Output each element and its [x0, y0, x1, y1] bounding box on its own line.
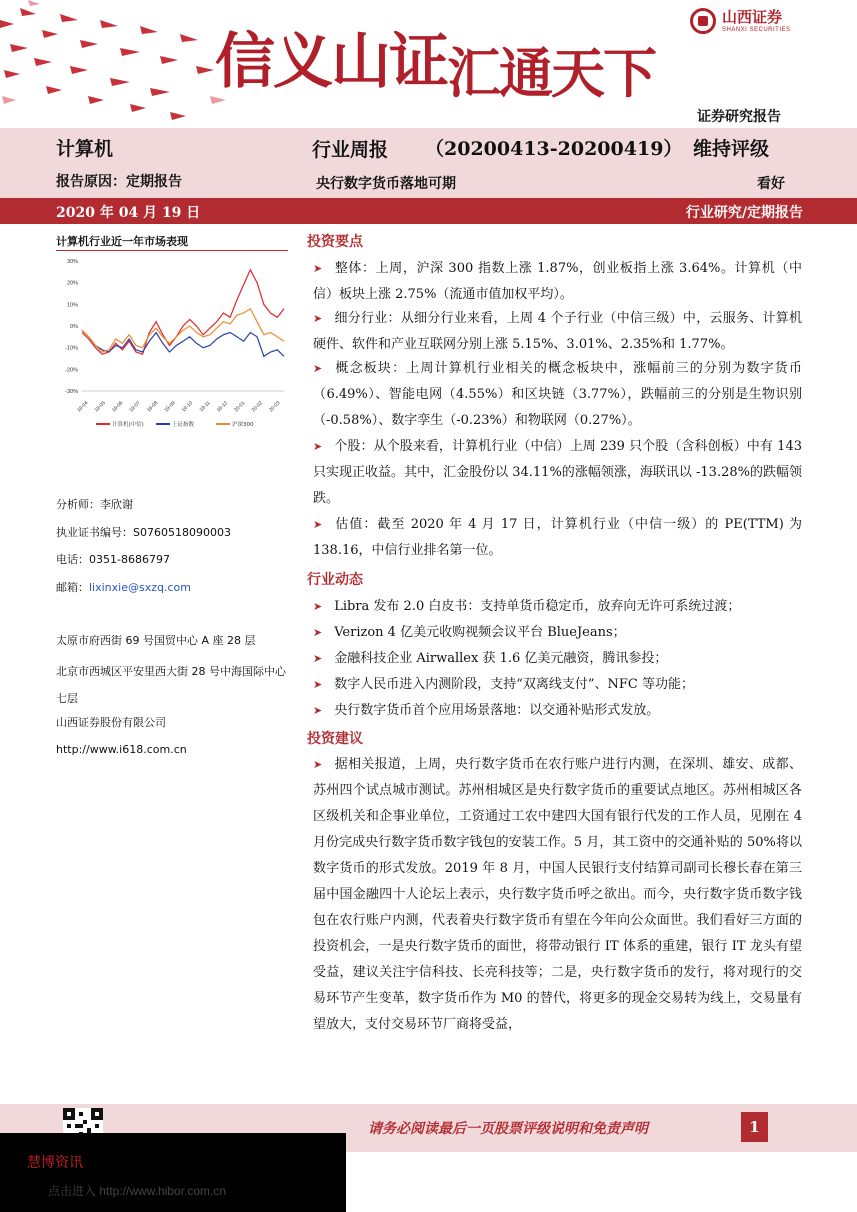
x-tick-label: 20-03	[268, 400, 282, 414]
arrow-icon: ➤	[313, 704, 323, 717]
y-tick-label: 0%	[70, 324, 78, 330]
company-logo	[690, 8, 791, 34]
industry-name: 计算机	[56, 138, 114, 160]
key-point-valuation: ➤ 估值：截至 2020 年 4 月 17 日，计算机行业（中信一级）的 PE(TTM) 为 138.16，中信行业排名第一位。	[313, 512, 802, 564]
series-line	[82, 309, 284, 352]
market-performance-chart	[56, 250, 288, 430]
report-date: 2020 年 04 月 19 日	[56, 205, 201, 221]
legend-label: 上证指数	[172, 422, 195, 428]
watermark-box	[0, 1133, 346, 1212]
logo-cn: 山西证券	[722, 7, 783, 26]
arrow-icon: ➤	[313, 518, 323, 531]
watermark-title[interactable]: 慧博资讯	[27, 1155, 83, 1171]
key-point-stocks: ➤ 个股：从个股来看，计算机行业（中信）上周 239 只个股（含科创板）中有 143 只实现正收益。其中，汇金股份以 34.11%的涨幅领涨，海联讯以 -13.28%的跌幅领跌。	[313, 434, 802, 512]
y-tick-label: 30%	[66, 259, 78, 265]
investment-advice: ➤ 据相关报道，上周，央行数字货币在农行账户进行内测，在深圳、雄安、成都、苏州四个试点城市测试。苏州相城区是央行数字货币的重要试点地区。苏州相城区各区级机关和企事业单位，工资通过工农中建四大国有银行代发的工作人员，见刚在 4 月份完成央行数字货币数字钱包的安装工作。5 月，其工资中的交通补贴的 50%将以数字货币的形式发放。2019 年 8 月，中国人民银行支付结算司副司长穆长春在第三届中国金融四十人论坛上表示，央行数字货币呼之欲出。而今，央行数字货币数字钱包在农行账户内测，代表着央行数字货币有望在今年向公众面世。我们看好三方面的投资机会，一是央行数字货币的面世，将带动银行 IT 体系的重建，银行 IT 龙头有望受益，建议关注宇信科技、长亮科技等；二是，央行数字货币的发行，将对现行的交易环节产生变革，数字货币作为 M0 的替代，将更多的现金交易转为线上，交易量有望放大，支付交易环节厂商将受益，	[313, 752, 802, 1038]
email-label: 邮箱：	[56, 581, 89, 594]
arrow-icon: ➤	[313, 652, 323, 665]
x-tick-label: 19-06	[111, 400, 125, 414]
key-point-overall: ➤ 整体：上周，沪深 300 指数上涨 1.87%，创业板指上涨 3.64%。计算机（中信）板块上涨 2.75%（流通市值加权平均）。	[313, 256, 802, 308]
legend-label: 计算机(中信)	[112, 422, 144, 428]
arrow-icon: ➤	[313, 600, 323, 613]
arrow-icon: ➤	[313, 262, 323, 275]
section-title-key-points: 投资要点	[307, 234, 363, 250]
report-period: （20200413-20200419）	[425, 138, 683, 160]
header-banner	[0, 0, 857, 128]
disclaimer: 请务必阅读最后一页股票评级说明和免责声明	[368, 1121, 648, 1137]
arrow-icon: ➤	[313, 678, 323, 691]
watermark-link[interactable]: 点击进入 http://www.hibor.com.cn	[48, 1184, 227, 1198]
slogan-part2: 汇通天下	[447, 41, 655, 105]
report-reason: 报告原因：定期报告	[56, 174, 182, 190]
chart-title: 计算机行业近一年市场表现	[56, 235, 188, 248]
address-beijing: 北京市西城区平安里西大街 28 号中海国际中心七层	[56, 665, 286, 705]
x-tick-label: 19-12	[215, 400, 230, 414]
x-tick-label: 19-08	[145, 400, 160, 414]
analyst-license: 执业证书编号：S0760518090003	[56, 526, 231, 539]
x-tick-label: 19-09	[163, 400, 177, 414]
dynamic-item: ➤ Verizon 4 亿美元收购视频会议平台 BlueJeans；	[313, 623, 802, 643]
analyst-email-row	[56, 579, 191, 595]
logo-en: SHANXI SECURITIES	[722, 26, 791, 33]
dynamic-item: ➤ Libra 发布 2.0 白皮书：支持单货币稳定币，放弃向无许可系统过渡；	[313, 597, 802, 617]
dynamic-item: ➤ 数字人民币进入内测阶段，支持“双离线支付”、NFC 等功能；	[313, 675, 802, 695]
arrow-icon: ➤	[313, 362, 323, 375]
arrow-icon: ➤	[313, 312, 323, 325]
section-title-dynamics: 行业动态	[307, 572, 363, 588]
y-tick-label: 20%	[66, 280, 78, 287]
company-website[interactable]: http://www.i618.com.cn	[56, 743, 187, 756]
logo-icon	[690, 8, 716, 34]
x-tick-label: 20-02	[250, 400, 264, 414]
x-tick-label: 19-10	[180, 400, 195, 414]
report-subtitle: 央行数字货币落地可期	[316, 176, 456, 192]
section-title-advice: 投资建议	[307, 731, 363, 747]
legend-label: 沪深300	[232, 422, 254, 428]
slogan-part1: 信义山证	[215, 27, 447, 97]
arrow-icon: ➤	[313, 440, 323, 453]
dynamic-item: ➤ 央行数字货币首个应用场景落地：以交通补贴形式发放。	[313, 701, 802, 721]
chart-svg	[56, 251, 288, 431]
arrow-icon: ➤	[313, 758, 323, 771]
slogan	[215, 14, 655, 105]
y-tick-label: 10%	[66, 302, 78, 309]
company-name: 山西证券股份有限公司	[56, 716, 166, 729]
x-tick-label: 19-04	[76, 400, 90, 414]
key-point-sub-industry: ➤ 细分行业：从细分行业来看，上周 4 个子行业（中信三级）中，云服务、计算机硬件、软件和产业互联网分别上涨 5.15%、3.01%、2.35%和 1.77%。	[313, 306, 802, 358]
key-point-concept: ➤ 概念板块：上周计算机行业相关的概念板块中，涨幅前三的分别为数字货币（6.49%）、智能电网（4.55%）和区块链（3.77%），跌幅前三的分别是生物识别（-0.58%）、数字孪生（-0.23%）和物联网（0.27%）。	[313, 356, 802, 434]
report-type: 证券研究报告	[697, 109, 781, 125]
info-band	[0, 128, 857, 198]
arrow-icon: ➤	[313, 626, 323, 639]
analyst-name: 分析师：李欣谢	[56, 498, 133, 511]
x-tick-label: 19-07	[128, 400, 142, 414]
address-taiyuan: 太原市府西街 69 号国贸中心 A 座 28 层	[56, 634, 256, 647]
x-tick-label: 20-01	[233, 400, 247, 414]
email-link[interactable]: lixinxie@sxzq.com	[89, 581, 191, 594]
report-category: 行业研究/定期报告	[685, 205, 803, 221]
y-tick-label: -30%	[65, 389, 78, 395]
date-bar	[0, 198, 857, 224]
outlook: 看好	[757, 176, 785, 192]
x-tick-label: 19-11	[198, 400, 212, 414]
page-number: 1	[741, 1112, 768, 1142]
analyst-phone: 电话：0351-8686797	[56, 553, 170, 566]
x-tick-label: 19-05	[93, 400, 107, 414]
dynamic-item: ➤ 金融科技企业 Airwallex 获 1.6 亿美元融资，腾讯参投；	[313, 649, 802, 669]
y-tick-label: -10%	[65, 345, 78, 352]
rating: 维持评级	[693, 138, 770, 160]
y-tick-label: -20%	[65, 367, 78, 374]
report-kind: 行业周报	[312, 139, 389, 161]
